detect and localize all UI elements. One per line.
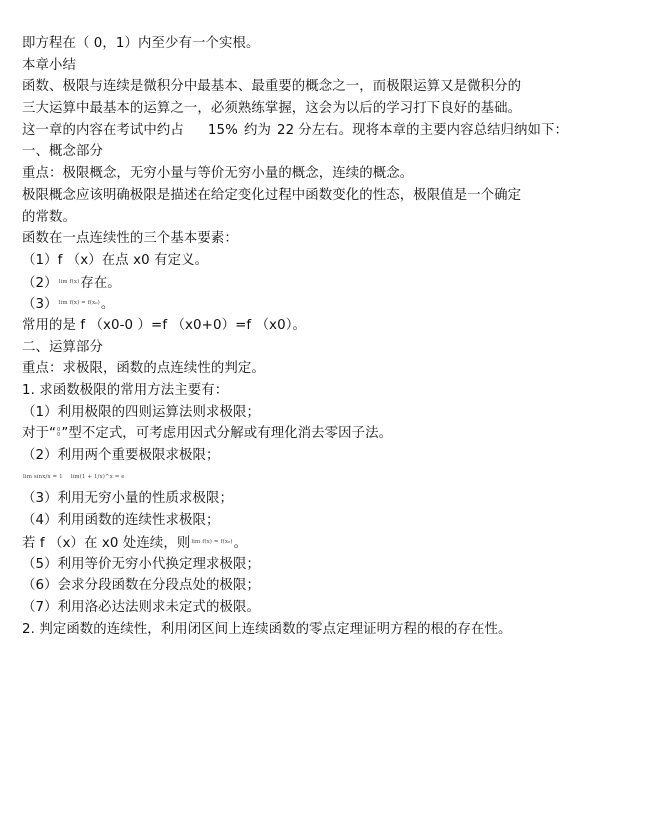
section-title-summary: 本章小结 xyxy=(22,57,76,73)
text-line: 函数在一点连续性的三个基本要素： xyxy=(22,231,238,247)
formula-e-limit: lim(1 + 1/x)^x = e xyxy=(70,473,125,480)
text-line: 重点：极限概念，无穷小量与等价无穷小量的概念，连续的概念。 xyxy=(22,166,414,182)
list-item: （5）利用等价无穷小代换定理求极限； xyxy=(22,556,260,572)
fraction-numerator: 0 xyxy=(57,427,61,434)
text-line: 即方程在（ 0，1）内至少有一个实根。 xyxy=(22,36,260,51)
list-item xyxy=(22,293,642,315)
text-fragment: 。 xyxy=(100,297,115,313)
numbered-heading: 2. 判定函数的连续性，利用闭区间上连续函数的零点定理证明方程的根的存在性。 xyxy=(22,621,512,637)
text-fragment: 分左右。现将本章的主要内容总结归纳如下： xyxy=(298,122,569,138)
text-line: 常用的是 f （x0-0 ）=f （x0+0）=f （x0）。 xyxy=(22,317,306,333)
text-line: 的常数。 xyxy=(22,209,76,225)
section-heading-operations: 二、运算部分 xyxy=(22,339,103,355)
score-value: 22 xyxy=(276,122,295,138)
document-page xyxy=(22,33,642,640)
numbered-heading: 1. 求函数极限的常用方法主要有： xyxy=(22,383,229,398)
text-line: 极限概念应该明确极限是描述在给定变化过程中函数变化的性态，极限值是一个确定 xyxy=(22,187,522,203)
fraction-denominator: 0 xyxy=(57,432,61,439)
percent-value: 15% xyxy=(207,122,238,138)
text-line: 函数、极限与连续是微积分中最基本、最重要的概念之一，而极限运算又是微积分的 xyxy=(22,79,522,95)
list-item: （6）会求分段函数在分段点处的极限； xyxy=(22,578,260,594)
list-item: （1）利用极限的四则运算法则求极限； xyxy=(22,404,260,420)
formula-sin-limit: lim sinx/x = 1 xyxy=(23,473,63,480)
fraction-zero-over-zero xyxy=(57,428,60,438)
text-fragment: （3） xyxy=(22,297,58,313)
text-fragment: 约为 xyxy=(243,122,271,138)
formula-limit: lim f(x) xyxy=(58,278,80,285)
text-fragment: （2） xyxy=(22,275,58,291)
formula-continuity: lim f(x) = f(x₀) xyxy=(58,300,100,307)
list-item xyxy=(22,272,642,294)
list-item: （4）利用函数的连续性求极限； xyxy=(22,513,220,529)
section-heading-concepts: 一、概念部分 xyxy=(22,144,103,160)
text-fragment: 若 f （x）在 x0 处连续，则 xyxy=(22,535,191,551)
text-line xyxy=(22,532,642,554)
text-fragment: 存在。 xyxy=(80,275,121,291)
formula-continuity: lim f(x) = f(x₀) xyxy=(191,538,233,545)
list-item: （2）利用两个重要极限求极限； xyxy=(22,448,220,464)
text-fragment: 对于“ xyxy=(22,426,57,442)
text-line: 重点：求极限，函数的点连续性的判定。 xyxy=(22,361,265,377)
text-fragment: 。 xyxy=(233,535,248,551)
text-line xyxy=(22,423,642,445)
text-line: 三大运算中最基本的运算之一，必须熟练掌握，这会为以后的学习打下良好的基础。 xyxy=(22,101,522,117)
list-item: （1）f （x）在点 x0 有定义。 xyxy=(22,252,209,268)
text-fragment: 这一章的内容在考试中约占 xyxy=(22,122,184,138)
list-item: （3）利用无穷小量的性质求极限； xyxy=(22,491,233,507)
list-item: （7）利用洛必达法则求未定式的极限。 xyxy=(22,599,260,615)
formula-line xyxy=(22,467,642,489)
text-line xyxy=(22,120,642,142)
text-fragment: ”型不定式，可考虑用因式分解或有理化消去零因子法。 xyxy=(61,426,393,442)
